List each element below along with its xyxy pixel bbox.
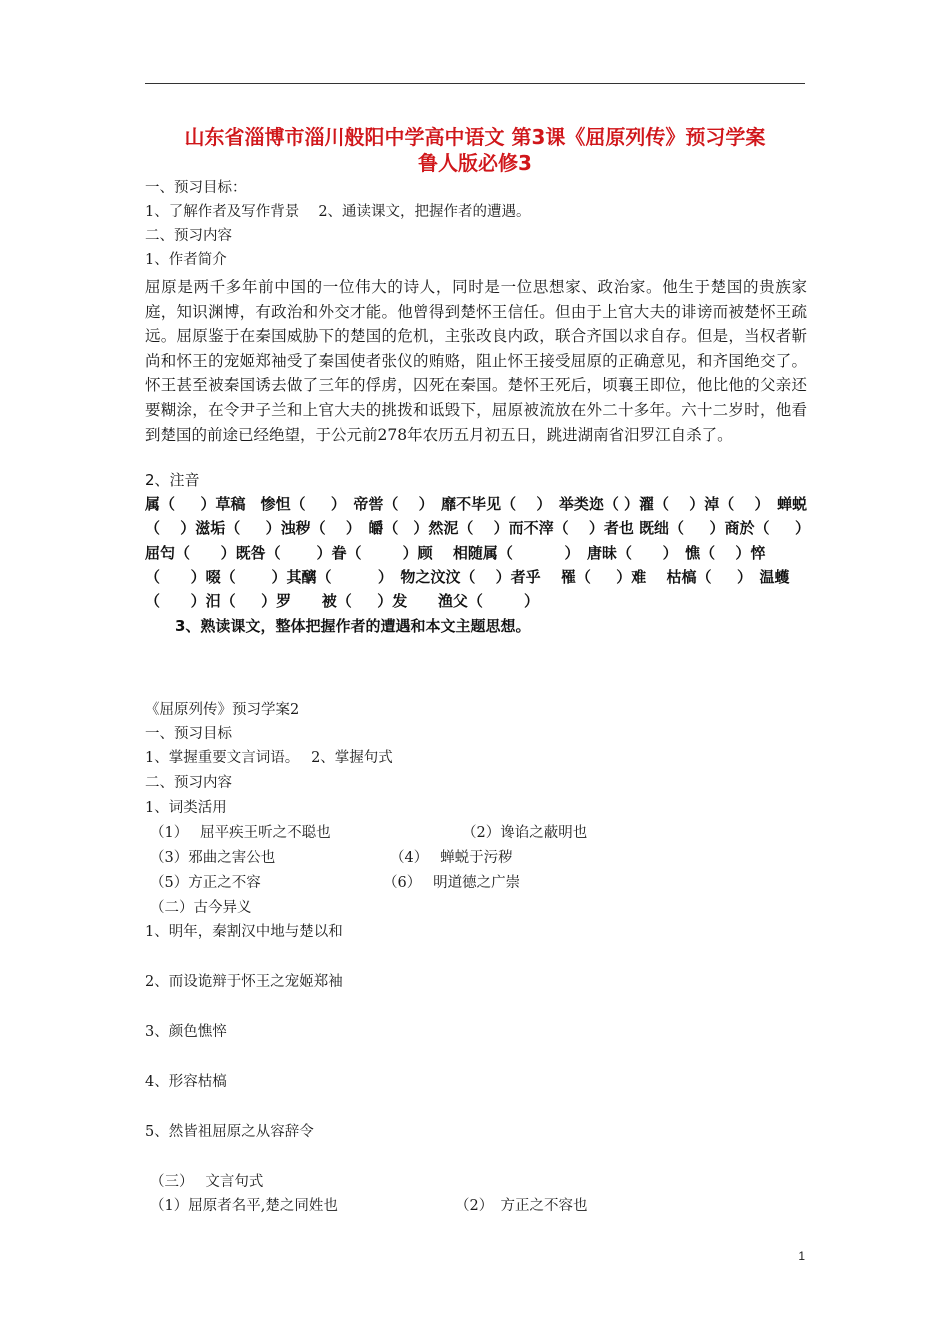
gujin-item: 2、而设诡辩于怀王之宠姬郑袖 bbox=[145, 974, 343, 990]
gujin-heading: （二）古今异义 bbox=[150, 900, 252, 916]
read-line: 3、熟读课文，整体把握作者的遭遇和本文主题思想。 bbox=[175, 617, 531, 635]
part2-heading: 《屈原列传》预习学案2 bbox=[145, 702, 300, 718]
gujin-item: 5、然皆祖屈原之从容辞令 bbox=[145, 1124, 314, 1140]
gujin-item: 3、颜色憔悴 bbox=[145, 1024, 227, 1040]
wordclass-item: （4） 蝉蜕于污秽 bbox=[390, 850, 513, 866]
wordclass-item: （5）方正之不容 bbox=[150, 875, 261, 891]
wordclass-item: （1） 屈平疾王听之不聪也 bbox=[150, 825, 331, 841]
part2-goals-line: 1、掌握重要文言词语。 2、掌握句式 bbox=[145, 750, 393, 766]
notes-line-1: 属（ ）草稿 惨怛（ ） 帝喾（ ） 靡不毕见（ ） 举类迩（ ）濯（ ）淖（ ） 蝉蜕 bbox=[145, 495, 808, 513]
author-intro-paragraph: 屈原是两千多年前中国的一位伟大的诗人，同时是一位思想家、政治家。他生于楚国的贵族家庭，知识渊博，有政治和外交才能。他曾得到楚怀王信任。但由于上官大夫的诽谤而被楚怀王疏远。屈原鉴于在秦国威胁下的楚国的危机，主张改良内政，联合齐国以求自存。但是，当权者靳尚和怀王的宠姬郑袖受了秦国使者张仪的贿赂，阻止怀王接受屈原的正确意见，和齐国绝交了。怀王甚至被秦国诱去做了三年的俘虏，囚死在秦国。楚怀王死后，顷襄王即位，他比他的父亲还要糊涂，在令尹子兰和上官大夫的挑拨和诋毁下，屈原被流放在外二十多年。六十二岁时，他看到楚国的前途已经绝望，于公元前278年农历五月初五日，跳进湖南省汨罗江自杀了。 bbox=[145, 278, 807, 444]
content-heading: 二、预习内容 bbox=[145, 228, 232, 244]
notes-line-4: （ ）啜（ ）其醨（ ） 物之汶汶（ ）者乎 罹（ ）难 枯槁（ ） 温蠖 bbox=[145, 568, 790, 586]
gujin-item: 1、明年，秦割汉中地与楚以和 bbox=[145, 924, 343, 940]
page-number: 1 bbox=[798, 1249, 805, 1263]
gujin-item: 4、形容枯槁 bbox=[145, 1074, 227, 1090]
notes-heading: 2、注音 bbox=[145, 471, 200, 489]
goals-heading: 一、预习目标： bbox=[145, 180, 247, 196]
syntax-heading: （三） 文言句式 bbox=[150, 1174, 264, 1190]
syntax-item: （1）屈原者名平,楚之同姓也 bbox=[150, 1198, 338, 1214]
notes-line-5: （ ）汨（ ）罗 被（ ）发 渔父（ ） bbox=[145, 592, 540, 610]
part2-content-heading: 二、预习内容 bbox=[145, 775, 232, 791]
goals-line: 1、了解作者及写作背景 2、通读课文，把握作者的遭遇。 bbox=[145, 204, 531, 220]
header-rule bbox=[145, 83, 805, 84]
document-title: 山东省淄博市淄川般阳中学高中语文 第3课《屈原列传》预习学案 bbox=[184, 125, 766, 149]
wordclass-item: （3）邪曲之害公也 bbox=[150, 850, 276, 866]
intro-heading: 1、作者简介 bbox=[145, 252, 227, 268]
notes-line-3: 屈匄（ ）既咎（ ）眷（ ）顾 相随属（ ） 唐昧（ ） 憔（ ）悴 bbox=[145, 544, 766, 562]
wordclass-item: （2）谗谄之蔽明也 bbox=[462, 825, 588, 841]
part2-goals-heading: 一、预习目标 bbox=[145, 726, 232, 742]
document-subtitle: 鲁人版必修3 bbox=[418, 151, 532, 175]
notes-line-2: （ ）滋垢（ ）浊秽（ ） 皭（ ）然泥（ ）而不滓（ ）者也 既绌（ ）商於（ ） bbox=[145, 519, 810, 537]
wordclass-heading: 1、词类活用 bbox=[145, 800, 227, 816]
syntax-item: （2） 方正之不容也 bbox=[455, 1198, 588, 1214]
wordclass-item: （6） 明道德之广崇 bbox=[383, 875, 521, 891]
